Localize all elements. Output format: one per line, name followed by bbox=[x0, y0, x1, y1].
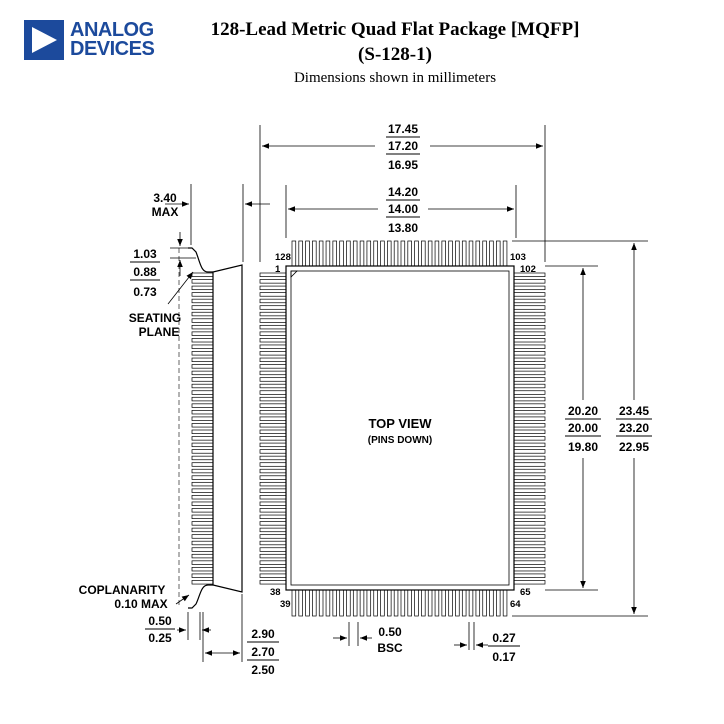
right-leads bbox=[514, 273, 545, 584]
body-width-min: 13.80 bbox=[387, 221, 419, 235]
outer-height-max: 23.45 bbox=[618, 404, 650, 418]
left-lead bbox=[260, 352, 286, 356]
top-lead bbox=[449, 241, 453, 266]
bottom-lead bbox=[428, 590, 432, 616]
pin-39-label: 39 bbox=[280, 599, 291, 610]
right-lead bbox=[514, 437, 545, 441]
left-lead bbox=[260, 312, 286, 316]
top-lead bbox=[312, 241, 316, 266]
top-lead bbox=[394, 241, 398, 266]
side-lead bbox=[192, 450, 213, 454]
package-code: (S-128-1) bbox=[358, 44, 432, 65]
top-lead bbox=[333, 241, 337, 266]
bottom-lead bbox=[435, 590, 439, 616]
right-lead bbox=[514, 528, 545, 532]
side-lead bbox=[192, 430, 213, 434]
bottom-lead bbox=[449, 590, 453, 616]
left-lead bbox=[260, 319, 286, 323]
side-lead bbox=[192, 293, 213, 297]
right-lead bbox=[514, 456, 545, 460]
right-lead bbox=[514, 535, 545, 539]
top-lead bbox=[374, 241, 378, 266]
side-lead bbox=[192, 319, 213, 323]
left-lead bbox=[260, 286, 286, 290]
right-lead bbox=[514, 352, 545, 356]
left-lead bbox=[260, 509, 286, 513]
bottom-lead bbox=[347, 590, 351, 616]
top-lead bbox=[442, 241, 446, 266]
page-title: 128-Lead Metric Quad Flat Package [MQFP] bbox=[210, 19, 580, 40]
left-lead bbox=[260, 489, 286, 493]
top-lead bbox=[319, 241, 323, 266]
left-lead bbox=[260, 417, 286, 421]
body-height-max: 20.20 bbox=[567, 404, 599, 418]
top-lead bbox=[490, 241, 494, 266]
right-lead bbox=[514, 378, 545, 382]
dim-pitch bbox=[333, 622, 403, 655]
right-lead bbox=[514, 417, 545, 421]
body-width-max: 14.20 bbox=[387, 185, 419, 199]
body-height-min: 19.80 bbox=[567, 440, 599, 454]
left-lead bbox=[260, 273, 286, 277]
side-lead bbox=[192, 273, 213, 277]
side-lead bbox=[192, 515, 213, 519]
coplanarity-callout bbox=[79, 583, 189, 611]
right-lead bbox=[514, 430, 545, 434]
top-view-label: TOP VIEW bbox=[368, 416, 432, 431]
logo-word-devices: DEVICES bbox=[70, 38, 155, 60]
side-lead bbox=[192, 463, 213, 467]
bottom-lead bbox=[360, 590, 364, 616]
left-lead bbox=[260, 528, 286, 532]
right-lead bbox=[514, 404, 545, 408]
top-lead bbox=[408, 241, 412, 266]
pin-38-label: 38 bbox=[270, 587, 281, 598]
right-lead bbox=[514, 332, 545, 336]
lead-length-nom: 2.70 bbox=[251, 645, 275, 659]
bottom-leads bbox=[292, 590, 507, 616]
side-lead bbox=[192, 371, 213, 375]
top-leads bbox=[292, 241, 507, 266]
side-lead bbox=[192, 306, 213, 310]
side-lead bbox=[192, 554, 213, 558]
pins-down-label: (PINS DOWN) bbox=[367, 435, 433, 446]
body-height-nom: 20.00 bbox=[567, 421, 599, 435]
right-lead bbox=[514, 522, 545, 526]
right-lead bbox=[514, 423, 545, 427]
side-lead bbox=[192, 391, 213, 395]
right-lead bbox=[514, 554, 545, 558]
pin-102-label: 102 bbox=[520, 264, 536, 275]
bottom-lead bbox=[476, 590, 480, 616]
side-lead bbox=[192, 522, 213, 526]
left-lead bbox=[260, 469, 286, 473]
side-lead bbox=[192, 509, 213, 513]
right-lead bbox=[514, 495, 545, 499]
lead-length-min: 2.50 bbox=[251, 663, 275, 677]
height-max-value: 3.40 bbox=[153, 191, 177, 205]
left-lead bbox=[260, 535, 286, 539]
left-lead bbox=[260, 541, 286, 545]
standoff-min: 0.73 bbox=[133, 285, 157, 299]
lead-length-max: 2.90 bbox=[251, 627, 275, 641]
side-lead bbox=[192, 443, 213, 447]
dim-foot-length bbox=[145, 612, 211, 645]
pin-1-label: 1 bbox=[275, 264, 281, 275]
bottom-lead bbox=[394, 590, 398, 616]
side-lead bbox=[192, 325, 213, 329]
right-lead bbox=[514, 515, 545, 519]
top-lead bbox=[306, 241, 310, 266]
right-lead bbox=[514, 293, 545, 297]
side-lead bbox=[192, 423, 213, 427]
bottom-lead bbox=[421, 590, 425, 616]
left-lead bbox=[260, 332, 286, 336]
bottom-lead bbox=[306, 590, 310, 616]
right-lead bbox=[514, 325, 545, 329]
left-lead bbox=[260, 476, 286, 480]
side-lead bbox=[192, 312, 213, 316]
left-lead bbox=[260, 378, 286, 382]
top-lead bbox=[503, 241, 507, 266]
right-lead bbox=[514, 580, 545, 584]
top-lead bbox=[299, 241, 303, 266]
dim-lead-length bbox=[203, 594, 279, 677]
right-lead bbox=[514, 561, 545, 565]
units-note: Dimensions shown in millimeters bbox=[293, 70, 497, 86]
left-lead bbox=[260, 443, 286, 447]
top-lead bbox=[367, 241, 371, 266]
side-lead bbox=[192, 437, 213, 441]
left-lead bbox=[260, 430, 286, 434]
pin-64-label: 64 bbox=[510, 599, 521, 610]
foot-length-max: 0.50 bbox=[148, 614, 172, 628]
side-view bbox=[179, 248, 242, 608]
bottom-lead bbox=[462, 590, 466, 616]
side-lead bbox=[192, 580, 213, 584]
right-lead bbox=[514, 463, 545, 467]
left-lead bbox=[260, 397, 286, 401]
coplanarity-value: 0.10 MAX bbox=[114, 597, 168, 611]
left-lead bbox=[260, 365, 286, 369]
outer-width-max: 17.45 bbox=[387, 122, 419, 136]
left-lead bbox=[260, 548, 286, 552]
top-lead bbox=[326, 241, 330, 266]
right-lead bbox=[514, 319, 545, 323]
right-lead bbox=[514, 476, 545, 480]
left-lead bbox=[260, 463, 286, 467]
right-lead bbox=[514, 358, 545, 362]
side-lead bbox=[192, 410, 213, 414]
bottom-lead bbox=[381, 590, 385, 616]
bottom-lead bbox=[496, 590, 500, 616]
left-lead bbox=[260, 495, 286, 499]
pin-65-label: 65 bbox=[520, 587, 531, 598]
bottom-lead bbox=[483, 590, 487, 616]
side-lead bbox=[192, 384, 213, 388]
top-view bbox=[260, 241, 545, 616]
left-lead bbox=[260, 522, 286, 526]
left-lead bbox=[260, 410, 286, 414]
bottom-lead bbox=[312, 590, 316, 616]
right-lead bbox=[514, 286, 545, 290]
left-lead bbox=[260, 345, 286, 349]
body-width-nom: 14.00 bbox=[387, 202, 419, 216]
right-lead bbox=[514, 443, 545, 447]
left-lead bbox=[260, 404, 286, 408]
coplanarity-label: COPLANARITY bbox=[78, 583, 166, 597]
right-lead bbox=[514, 345, 545, 349]
dim-standoff bbox=[130, 232, 196, 299]
right-lead bbox=[514, 371, 545, 375]
bottom-lead bbox=[387, 590, 391, 616]
side-lead bbox=[192, 378, 213, 382]
top-lead bbox=[347, 241, 351, 266]
top-lead bbox=[476, 241, 480, 266]
side-lead bbox=[192, 286, 213, 290]
top-lead bbox=[421, 241, 425, 266]
pin-128-label: 128 bbox=[275, 252, 291, 263]
side-lead bbox=[192, 567, 213, 571]
bottom-lead bbox=[367, 590, 371, 616]
dim-body-width bbox=[286, 185, 516, 238]
dim-body-height bbox=[545, 266, 601, 590]
side-lead bbox=[192, 280, 213, 284]
bottom-lead bbox=[299, 590, 303, 616]
top-lead bbox=[401, 241, 405, 266]
left-lead bbox=[260, 515, 286, 519]
right-lead bbox=[514, 306, 545, 310]
side-lead bbox=[192, 404, 213, 408]
side-lead bbox=[192, 535, 213, 539]
bottom-lead bbox=[469, 590, 473, 616]
right-lead bbox=[514, 509, 545, 513]
foot-length-min: 0.25 bbox=[148, 631, 172, 645]
right-lead bbox=[514, 489, 545, 493]
left-lead bbox=[260, 450, 286, 454]
right-lead bbox=[514, 397, 545, 401]
top-lead bbox=[292, 241, 296, 266]
outer-width-min: 16.95 bbox=[387, 158, 419, 172]
top-lead bbox=[428, 241, 432, 266]
right-lead bbox=[514, 299, 545, 303]
right-lead bbox=[514, 384, 545, 388]
side-lead bbox=[192, 338, 213, 342]
bottom-lead bbox=[326, 590, 330, 616]
left-lead bbox=[260, 384, 286, 388]
side-lead bbox=[192, 502, 213, 506]
right-lead bbox=[514, 450, 545, 454]
dim-lead-width bbox=[454, 622, 520, 664]
side-lead bbox=[192, 365, 213, 369]
left-lead bbox=[260, 358, 286, 362]
left-lead bbox=[260, 482, 286, 486]
side-lead bbox=[192, 574, 213, 578]
left-lead bbox=[260, 391, 286, 395]
side-lead bbox=[192, 469, 213, 473]
left-lead bbox=[260, 554, 286, 558]
top-lead bbox=[340, 241, 344, 266]
left-lead bbox=[260, 502, 286, 506]
right-lead bbox=[514, 365, 545, 369]
top-lead bbox=[435, 241, 439, 266]
side-view-leads bbox=[192, 273, 213, 584]
side-lead bbox=[192, 495, 213, 499]
top-lead bbox=[360, 241, 364, 266]
side-lead bbox=[192, 561, 213, 565]
top-lead bbox=[483, 241, 487, 266]
side-lead bbox=[192, 548, 213, 552]
bottom-lead bbox=[456, 590, 460, 616]
bottom-lead bbox=[340, 590, 344, 616]
side-lead bbox=[192, 456, 213, 460]
right-lead bbox=[514, 574, 545, 578]
outer-width-nom: 17.20 bbox=[387, 139, 419, 153]
left-lead bbox=[260, 567, 286, 571]
bottom-lead bbox=[374, 590, 378, 616]
top-lead bbox=[353, 241, 357, 266]
right-lead bbox=[514, 410, 545, 414]
side-lead bbox=[192, 476, 213, 480]
standoff-max: 1.03 bbox=[133, 247, 157, 261]
dim-height-max bbox=[152, 184, 270, 262]
side-body bbox=[213, 265, 242, 592]
side-lead bbox=[192, 397, 213, 401]
outer-height-min: 22.95 bbox=[618, 440, 650, 454]
side-lead bbox=[192, 541, 213, 545]
bottom-lead bbox=[333, 590, 337, 616]
lead-width-max: 0.27 bbox=[492, 631, 516, 645]
right-lead bbox=[514, 391, 545, 395]
bottom-lead bbox=[401, 590, 405, 616]
height-max-label: MAX bbox=[151, 205, 179, 219]
top-lead bbox=[456, 241, 460, 266]
left-lead bbox=[260, 280, 286, 284]
left-lead bbox=[260, 293, 286, 297]
top-lead bbox=[415, 241, 419, 266]
top-lead-profile bbox=[188, 248, 213, 272]
top-lead bbox=[387, 241, 391, 266]
bottom-lead-profile bbox=[188, 585, 213, 608]
right-lead bbox=[514, 280, 545, 284]
bottom-lead bbox=[415, 590, 419, 616]
side-lead bbox=[192, 332, 213, 336]
right-lead bbox=[514, 541, 545, 545]
left-lead bbox=[260, 325, 286, 329]
left-lead bbox=[260, 338, 286, 342]
left-lead bbox=[260, 580, 286, 584]
left-lead bbox=[260, 371, 286, 375]
left-lead bbox=[260, 423, 286, 427]
top-lead bbox=[462, 241, 466, 266]
side-lead bbox=[192, 358, 213, 362]
side-lead bbox=[192, 528, 213, 532]
left-leads bbox=[260, 273, 286, 584]
side-lead bbox=[192, 345, 213, 349]
pin-103-label: 103 bbox=[510, 252, 526, 263]
pitch-label: BSC bbox=[377, 641, 403, 655]
right-lead bbox=[514, 548, 545, 552]
right-lead bbox=[514, 312, 545, 316]
side-lead bbox=[192, 482, 213, 486]
top-lead bbox=[496, 241, 500, 266]
side-lead bbox=[192, 352, 213, 356]
top-lead bbox=[381, 241, 385, 266]
side-lead bbox=[192, 299, 213, 303]
left-lead bbox=[260, 456, 286, 460]
left-lead bbox=[260, 437, 286, 441]
left-lead bbox=[260, 299, 286, 303]
pitch-value: 0.50 bbox=[378, 625, 402, 639]
left-lead bbox=[260, 561, 286, 565]
bottom-lead bbox=[408, 590, 412, 616]
top-lead bbox=[469, 241, 473, 266]
left-lead bbox=[260, 306, 286, 310]
bottom-lead bbox=[353, 590, 357, 616]
bottom-lead bbox=[292, 590, 296, 616]
logo-word-analog: ANALOG bbox=[70, 19, 154, 41]
right-lead bbox=[514, 502, 545, 506]
bottom-lead bbox=[490, 590, 494, 616]
right-lead bbox=[514, 469, 545, 473]
right-lead bbox=[514, 482, 545, 486]
right-lead bbox=[514, 338, 545, 342]
seating-plane-callout bbox=[129, 272, 193, 339]
seating-label-2: PLANE bbox=[138, 325, 180, 339]
seating-label-1: SEATING bbox=[128, 311, 182, 325]
side-lead bbox=[192, 489, 213, 493]
bottom-lead bbox=[442, 590, 446, 616]
outer-height-nom: 23.20 bbox=[618, 421, 650, 435]
standoff-nom: 0.88 bbox=[133, 265, 157, 279]
bottom-lead bbox=[503, 590, 507, 616]
right-lead bbox=[514, 567, 545, 571]
side-lead bbox=[192, 417, 213, 421]
left-lead bbox=[260, 574, 286, 578]
lead-width-min: 0.17 bbox=[492, 650, 516, 664]
bottom-lead bbox=[319, 590, 323, 616]
